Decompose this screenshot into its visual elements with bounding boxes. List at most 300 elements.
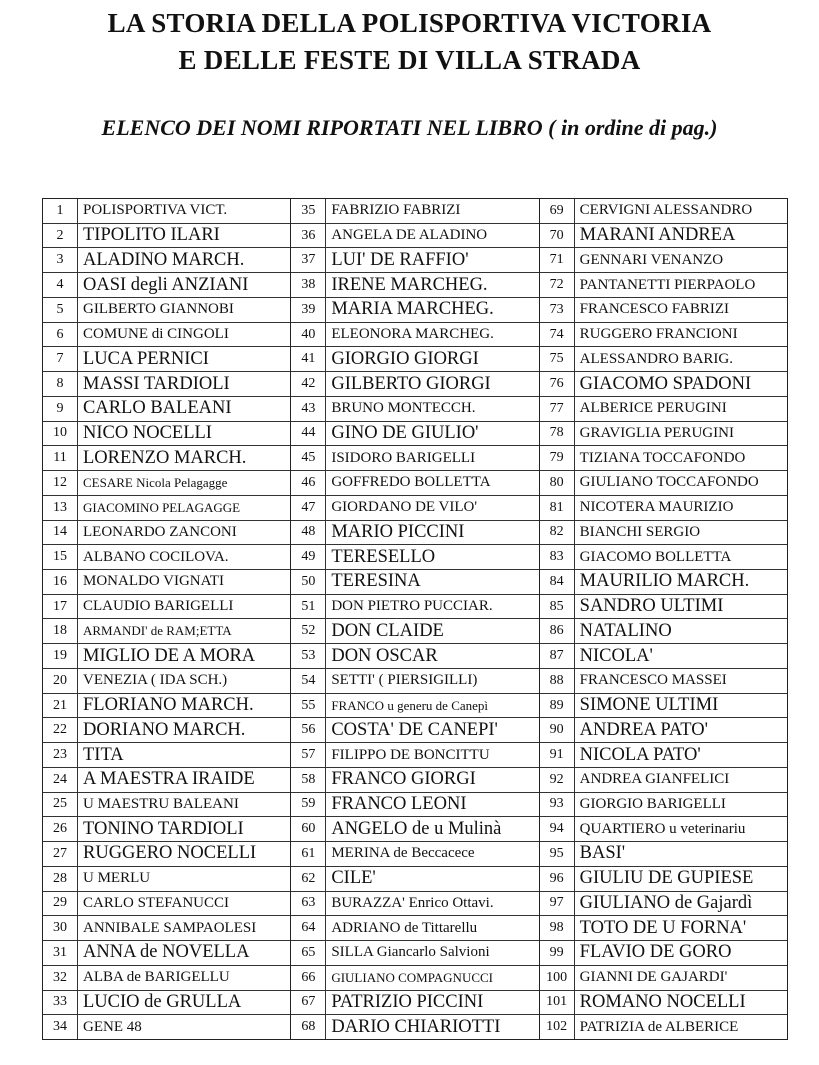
- table-row: [43, 867, 290, 892]
- entry-name: NATALINO: [579, 620, 672, 641]
- table-row: [540, 867, 787, 892]
- entry-number: 100: [540, 966, 575, 990]
- entry-number: 8: [43, 372, 78, 396]
- entry-name: LEONARDO ZANCONI: [83, 523, 237, 540]
- entry-name: FRANCO LEONI: [331, 793, 467, 814]
- table-row: [291, 347, 538, 372]
- entry-number: 88: [540, 669, 575, 693]
- entry-number: 43: [291, 397, 326, 421]
- entry-number: 28: [43, 867, 78, 891]
- table-row: [540, 941, 787, 966]
- table-row: [291, 941, 538, 966]
- entry-name: CILE': [331, 868, 376, 889]
- table-row: [291, 496, 538, 521]
- entry-number: 49: [291, 545, 326, 569]
- entry-number: 45: [291, 446, 326, 470]
- entry-number: 57: [291, 743, 326, 767]
- entry-name: DORIANO MARCH.: [83, 719, 246, 740]
- table-row: [540, 298, 787, 323]
- entry-number: 86: [540, 619, 575, 643]
- entry-number: 3: [43, 248, 78, 272]
- entry-number: 30: [43, 916, 78, 940]
- table-row: [540, 842, 787, 867]
- table-row: [291, 471, 538, 496]
- entry-number: 58: [291, 768, 326, 792]
- entry-name: CLAUDIO BARIGELLI: [83, 598, 234, 615]
- entry-name: BIANCHI SERGIO: [579, 523, 701, 540]
- entry-number: 63: [291, 892, 326, 916]
- entry-number: 51: [291, 595, 326, 619]
- entry-name: GIORGIO BARIGELLI: [579, 795, 726, 812]
- entry-number: 71: [540, 248, 575, 272]
- entry-name: FRANCESCO FABRIZI: [579, 301, 729, 318]
- entry-name: U MERLU: [83, 870, 151, 887]
- entry-number: 61: [291, 842, 326, 866]
- table-row: [540, 966, 787, 991]
- entry-number: 81: [540, 496, 575, 520]
- table-row: [540, 595, 787, 620]
- entry-name: FLAVIO DE GORO: [579, 942, 732, 963]
- entry-name: ALADINO MARCH.: [83, 249, 245, 270]
- entry-number: 78: [540, 422, 575, 446]
- entry-number: 76: [540, 372, 575, 396]
- table-row: [540, 768, 787, 793]
- table-row: [540, 817, 787, 842]
- table-row: [291, 817, 538, 842]
- table-row: [291, 966, 538, 991]
- entry-name: GIULIANO COMPAGNUCCI: [331, 969, 493, 985]
- entry-name: GINO DE GIULIO': [331, 422, 479, 443]
- table-row: [291, 521, 538, 546]
- entry-name: BRUNO MONTECCH.: [331, 400, 476, 417]
- entry-name: A MAESTRA IRAIDE: [83, 769, 255, 790]
- entry-name: DARIO CHIARIOTTI: [331, 1016, 501, 1037]
- entry-number: 67: [291, 991, 326, 1015]
- table-row: [540, 422, 787, 447]
- table-row: [43, 248, 290, 273]
- table-row: [43, 619, 290, 644]
- table-row: [540, 397, 787, 422]
- table-row: [540, 1015, 787, 1039]
- entry-name: BURAZZA' Enrico Ottavi.: [331, 894, 494, 911]
- names-column: [291, 199, 539, 1039]
- entry-name: ANGELO de u Mulinà: [331, 818, 502, 839]
- entry-name: LUI' DE RAFFIO': [331, 249, 469, 270]
- entry-number: 70: [540, 224, 575, 248]
- table-row: [540, 347, 787, 372]
- table-row: [291, 248, 538, 273]
- table-row: [540, 471, 787, 496]
- entry-number: 94: [540, 817, 575, 841]
- entry-name: RUGGERO FRANCIONI: [579, 326, 738, 343]
- entry-number: 22: [43, 718, 78, 742]
- table-row: [540, 694, 787, 719]
- entry-number: 44: [291, 422, 326, 446]
- table-row: [540, 743, 787, 768]
- entry-name: U MAESTRU BALEANI: [83, 795, 239, 812]
- entry-number: 50: [291, 570, 326, 594]
- table-row: [291, 372, 538, 397]
- entry-name: LORENZO MARCH.: [83, 447, 247, 468]
- table-row: [43, 545, 290, 570]
- entry-number: 6: [43, 323, 78, 347]
- entry-number: 91: [540, 743, 575, 767]
- entry-number: 19: [43, 644, 78, 668]
- entry-number: 56: [291, 718, 326, 742]
- entry-number: 65: [291, 941, 326, 965]
- table-row: [43, 446, 290, 471]
- table-row: [291, 323, 538, 348]
- entry-name: MASSI TARDIOLI: [83, 373, 230, 394]
- table-row: [43, 768, 290, 793]
- entry-number: 18: [43, 619, 78, 643]
- entry-name: TIPOLITO ILARI: [83, 225, 220, 246]
- entry-name: CARLO STEFANUCCI: [83, 894, 229, 911]
- table-row: [540, 372, 787, 397]
- entry-number: 55: [291, 694, 326, 718]
- entry-name: FRANCO u generu de Canepì: [331, 697, 489, 713]
- entry-name: GIULIANO TOCCAFONDO: [579, 474, 759, 491]
- entry-number: 59: [291, 793, 326, 817]
- entry-name: NICOLA': [579, 645, 653, 666]
- entry-number: 47: [291, 496, 326, 520]
- entry-name: POLISPORTIVA VICT.: [83, 202, 228, 219]
- entry-name: FLORIANO MARCH.: [83, 695, 254, 716]
- entry-name: MIGLIO DE A MORA: [83, 645, 256, 666]
- entry-number: 23: [43, 743, 78, 767]
- table-row: [291, 199, 538, 224]
- entry-number: 36: [291, 224, 326, 248]
- entry-number: 93: [540, 793, 575, 817]
- table-row: [291, 595, 538, 620]
- table-row: [540, 446, 787, 471]
- entry-name: MARIA MARCHEG.: [331, 299, 494, 320]
- entry-name: ROMANO NOCELLI: [579, 991, 746, 1012]
- entry-number: 54: [291, 669, 326, 693]
- table-row: [43, 941, 290, 966]
- entry-name: RUGGERO NOCELLI: [83, 843, 257, 864]
- table-row: [43, 694, 290, 719]
- entry-number: 97: [540, 892, 575, 916]
- table-row: [291, 842, 538, 867]
- table-row: [43, 595, 290, 620]
- entry-name: GIACOMINO PELAGAGGE: [83, 499, 241, 515]
- entry-number: 85: [540, 595, 575, 619]
- entry-number: 89: [540, 694, 575, 718]
- table-row: [43, 718, 290, 743]
- entry-name: ALBERICE PERUGINI: [579, 400, 727, 417]
- entry-number: 87: [540, 644, 575, 668]
- entry-name: ANDREA GIANFELICI: [579, 771, 730, 788]
- entry-name: ANNIBALE SAMPAOLESI: [83, 919, 257, 936]
- entry-name: GIANNI DE GAJARDI': [579, 969, 728, 986]
- table-row: [540, 892, 787, 917]
- entry-name: PATRIZIO PICCINI: [331, 991, 484, 1012]
- entry-number: 37: [291, 248, 326, 272]
- entry-name: ANDREA PATO': [579, 719, 708, 740]
- entry-number: 40: [291, 323, 326, 347]
- table-row: [43, 991, 290, 1016]
- entry-number: 46: [291, 471, 326, 495]
- entry-name: ALESSANDRO BARIG.: [579, 350, 734, 367]
- table-row: [540, 669, 787, 694]
- book-title-line-1: LA STORIA DELLA POLISPORTIVA VICTORIA: [107, 8, 712, 38]
- entry-number: 1: [43, 199, 78, 223]
- book-title-line-2: E DELLE FESTE DI VILLA STRADA: [178, 45, 641, 75]
- entry-name: FABRIZIO FABRIZI: [331, 202, 461, 219]
- entry-name: IRENE MARCHEG.: [331, 274, 488, 295]
- entry-number: 62: [291, 867, 326, 891]
- entry-number: 15: [43, 545, 78, 569]
- table-row: [43, 273, 290, 298]
- entry-number: 79: [540, 446, 575, 470]
- entry-number: 82: [540, 521, 575, 545]
- entry-number: 96: [540, 867, 575, 891]
- entry-name: NICO NOCELLI: [83, 422, 212, 443]
- entry-number: 25: [43, 793, 78, 817]
- table-row: [291, 793, 538, 818]
- entry-number: 34: [43, 1015, 78, 1039]
- names-column: [540, 199, 787, 1039]
- entry-number: 101: [540, 991, 575, 1015]
- table-row: [291, 298, 538, 323]
- entry-number: 52: [291, 619, 326, 643]
- table-row: [291, 273, 538, 298]
- entry-name: GIORGIO GIORGI: [331, 348, 479, 369]
- table-row: [540, 570, 787, 595]
- entry-number: 53: [291, 644, 326, 668]
- table-row: [43, 743, 290, 768]
- table-row: [43, 496, 290, 521]
- table-row: [291, 545, 538, 570]
- entry-name: PATRIZIA de ALBERICE: [579, 1018, 739, 1035]
- entry-name: MERINA de Beccacece: [331, 845, 475, 862]
- entry-name: COSTA' DE CANEPI': [331, 719, 498, 740]
- entry-number: 9: [43, 397, 78, 421]
- entry-name: SILLA Giancarlo Salvioni: [331, 944, 490, 961]
- entry-name: MARIO PICCINI: [331, 521, 465, 542]
- entry-name: ADRIANO de Tittarellu: [331, 919, 478, 936]
- entry-number: 64: [291, 916, 326, 940]
- entry-name: CESARE Nicola Pelagagge: [83, 474, 228, 490]
- table-row: [291, 768, 538, 793]
- entry-name: DON PIETRO PUCCIAR.: [331, 598, 493, 615]
- table-row: [43, 892, 290, 917]
- entry-name: ALBANO COCILOVA.: [83, 548, 229, 565]
- table-row: [291, 991, 538, 1016]
- entry-number: 39: [291, 298, 326, 322]
- entry-name: SANDRO ULTIMI: [579, 596, 724, 617]
- table-row: [43, 842, 290, 867]
- entry-name: OASI degli ANZIANI: [83, 274, 249, 295]
- table-row: [540, 199, 787, 224]
- table-row: [540, 793, 787, 818]
- entry-name: DON CLAIDE: [331, 620, 444, 641]
- entry-number: 11: [43, 446, 78, 470]
- entry-number: 29: [43, 892, 78, 916]
- table-row: [540, 545, 787, 570]
- table-row: [540, 991, 787, 1016]
- entry-number: 13: [43, 496, 78, 520]
- table-row: [291, 224, 538, 249]
- entry-name: CERVIGNI ALESSANDRO: [579, 202, 753, 219]
- entry-name: TITA: [83, 744, 124, 765]
- entry-number: 69: [540, 199, 575, 223]
- table-row: [43, 199, 290, 224]
- entry-name: ANNA de NOVELLA: [83, 942, 250, 963]
- entry-number: 26: [43, 817, 78, 841]
- entry-name: GENNARI VENANZO: [579, 251, 724, 268]
- entry-number: 7: [43, 347, 78, 371]
- entry-name: BASI': [579, 843, 626, 864]
- entry-name: QUARTIERO u veterinariu: [579, 820, 746, 837]
- entry-number: 48: [291, 521, 326, 545]
- entry-number: 66: [291, 966, 326, 990]
- entry-number: 21: [43, 694, 78, 718]
- entry-number: 73: [540, 298, 575, 322]
- entry-name: GOFFREDO BOLLETTA: [331, 474, 491, 491]
- entry-number: 31: [43, 941, 78, 965]
- entry-name: GILBERTO GIORGI: [331, 373, 491, 394]
- entry-name: GENE 48: [83, 1018, 142, 1035]
- entry-number: 42: [291, 372, 326, 396]
- entry-name: GIACOMO SPADONI: [579, 373, 752, 394]
- entry-name: LUCIO de GRULLA: [83, 991, 242, 1012]
- table-row: [291, 669, 538, 694]
- entry-name: GRAVIGLIA PERUGINI: [579, 424, 734, 441]
- table-row: [540, 224, 787, 249]
- entry-name: GIULIANO de Gajardì: [579, 892, 753, 913]
- entry-name: TOTO DE U FORNA': [579, 917, 747, 938]
- table-row: [291, 570, 538, 595]
- entry-number: 35: [291, 199, 326, 223]
- entry-name: VENEZIA ( IDA SCH.): [83, 672, 228, 689]
- entry-number: 75: [540, 347, 575, 371]
- table-row: [43, 570, 290, 595]
- table-row: [43, 817, 290, 842]
- table-row: [43, 372, 290, 397]
- names-table: [42, 198, 788, 1040]
- entry-name: ANGELA DE ALADINO: [331, 227, 488, 244]
- table-row: [291, 916, 538, 941]
- table-row: [43, 966, 290, 991]
- entry-number: 16: [43, 570, 78, 594]
- entry-name: MAURILIO MARCH.: [579, 571, 750, 592]
- entry-number: 74: [540, 323, 575, 347]
- entry-name: ALBA de BARIGELLU: [83, 969, 230, 986]
- table-row: [43, 521, 290, 546]
- entry-name: FRANCESCO MASSEI: [579, 672, 727, 689]
- entry-number: 77: [540, 397, 575, 421]
- table-row: [43, 422, 290, 447]
- entry-number: 33: [43, 991, 78, 1015]
- entry-number: 4: [43, 273, 78, 297]
- table-row: [43, 347, 290, 372]
- entry-number: 95: [540, 842, 575, 866]
- entry-name: MONALDO VIGNATI: [83, 573, 224, 590]
- table-row: [291, 619, 538, 644]
- table-row: [291, 1015, 538, 1039]
- entry-name: CARLO BALEANI: [83, 398, 232, 419]
- entry-name: ELEONORA MARCHEG.: [331, 326, 494, 343]
- entry-name: ISIDORO BARIGELLI: [331, 449, 476, 466]
- entry-number: 80: [540, 471, 575, 495]
- entry-number: 68: [291, 1015, 326, 1039]
- names-column: [43, 199, 291, 1039]
- table-row: [540, 496, 787, 521]
- entry-name: GIACOMO BOLLETTA: [579, 548, 732, 565]
- entry-number: 72: [540, 273, 575, 297]
- list-subtitle: ELENCO DEI NOMI RIPORTATI NEL LIBRO ( in ordine di pag.): [101, 115, 718, 140]
- entry-number: 90: [540, 718, 575, 742]
- table-row: [43, 323, 290, 348]
- entry-number: 41: [291, 347, 326, 371]
- table-row: [291, 397, 538, 422]
- table-row: [291, 718, 538, 743]
- entry-name: COMUNE di CINGOLI: [83, 326, 229, 343]
- entry-number: 5: [43, 298, 78, 322]
- entry-number: 10: [43, 422, 78, 446]
- table-row: [43, 397, 290, 422]
- table-row: [540, 323, 787, 348]
- entry-name: PANTANETTI PIERPAOLO: [579, 276, 756, 293]
- table-row: [540, 521, 787, 546]
- entry-name: ARMANDI' de RAM;ETTA: [83, 623, 232, 639]
- entry-name: NICOLA PATO': [579, 744, 701, 765]
- table-row: [540, 273, 787, 298]
- entry-number: 14: [43, 521, 78, 545]
- entry-number: 17: [43, 595, 78, 619]
- table-row: [43, 916, 290, 941]
- table-row: [540, 644, 787, 669]
- table-row: [291, 422, 538, 447]
- table-row: [43, 793, 290, 818]
- entry-name: GIULIU DE GUPIESE: [579, 868, 754, 889]
- entry-name: TONINO TARDIOLI: [83, 818, 244, 839]
- entry-name: SETTI' ( PIERSIGILLI): [331, 672, 478, 689]
- entry-number: 12: [43, 471, 78, 495]
- table-row: [43, 1015, 290, 1039]
- table-row: [540, 718, 787, 743]
- table-row: [291, 892, 538, 917]
- entry-name: LUCA PERNICI: [83, 348, 209, 369]
- entry-number: 99: [540, 941, 575, 965]
- entry-name: NICOTERA MAURIZIO: [579, 499, 734, 516]
- entry-name: GILBERTO GIANNOBI: [83, 301, 234, 318]
- table-row: [43, 669, 290, 694]
- table-row: [291, 446, 538, 471]
- table-row: [43, 224, 290, 249]
- entry-name: DON OSCAR: [331, 645, 438, 666]
- entry-number: 32: [43, 966, 78, 990]
- entry-number: 24: [43, 768, 78, 792]
- entry-number: 38: [291, 273, 326, 297]
- table-row: [291, 743, 538, 768]
- entry-number: 102: [540, 1015, 575, 1039]
- entry-name: MARANI ANDREA: [579, 225, 736, 246]
- table-row: [291, 694, 538, 719]
- table-row: [540, 619, 787, 644]
- table-row: [540, 248, 787, 273]
- entry-number: 27: [43, 842, 78, 866]
- table-row: [43, 471, 290, 496]
- table-row: [43, 298, 290, 323]
- entry-name: FRANCO GIORGI: [331, 769, 476, 790]
- entry-number: 84: [540, 570, 575, 594]
- entry-name: GIORDANO DE VILO': [331, 499, 478, 516]
- entry-name: TERESINA: [331, 571, 421, 592]
- entry-number: 2: [43, 224, 78, 248]
